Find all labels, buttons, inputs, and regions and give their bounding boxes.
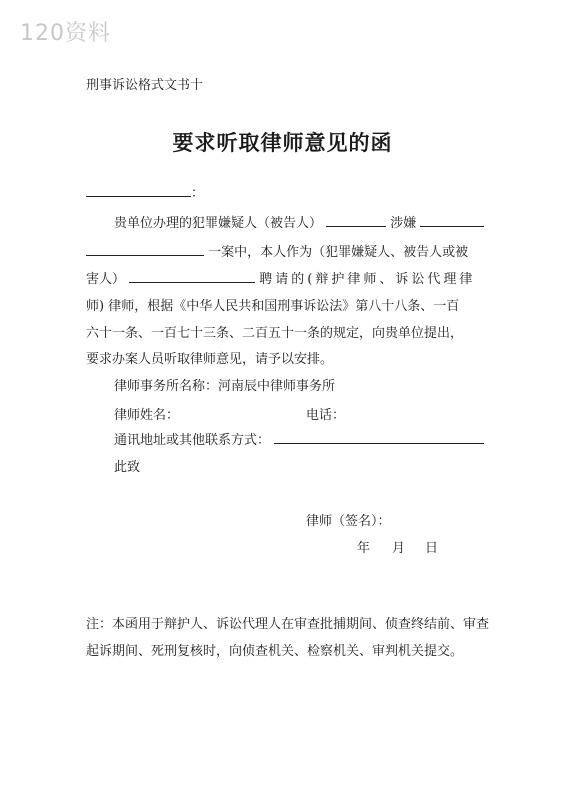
body-line-5: 六十一条、一百七十三条、二百五十一条的规定，向贵单位提出， [86, 326, 464, 341]
address-label: 通讯地址或其他联系方式： [114, 433, 271, 448]
case-name-blank [86, 242, 204, 256]
document-title: 要求听取律师意见的函 [172, 131, 393, 155]
law-firm-label: 律师事务所名称： [114, 379, 219, 394]
body-line-3-text-b: 聘请的(辩护律师、诉讼代理律 [259, 272, 476, 287]
body-line-3-text-a: 害人） [86, 272, 126, 287]
address-blank [274, 430, 484, 444]
body-line-3 [86, 268, 486, 287]
addressee-line [86, 182, 204, 201]
lawyer-name-label: 律师姓名： [114, 408, 180, 423]
date-day: 日 [425, 541, 439, 556]
addressee-colon: ： [191, 186, 205, 201]
phone-label: 电话： [306, 408, 346, 423]
law-firm-row [114, 375, 335, 394]
body-line-2 [86, 241, 486, 260]
watermark-logo: 120资料 [20, 21, 111, 46]
closing-text: 此致 [114, 460, 141, 475]
date-year: 年 [357, 541, 371, 556]
body-line-2-text: 一案中，本人作为（犯罪嫌疑人、被告人或被 [208, 245, 469, 260]
body-line-1-text-b: 涉嫌 [390, 216, 417, 231]
suspect-name-blank [326, 213, 386, 227]
date-month: 月 [392, 541, 406, 556]
document-series-label: 刑事诉讼格式文书十 [86, 78, 204, 93]
note-line-1: 注：本函用于辩护人、诉讼代理人在审查批捕期间、侦查终结前、审查 [86, 617, 490, 632]
client-name-blank [129, 269, 255, 283]
body-line-1-text-a: 贵单位办理的犯罪嫌疑人（被告人） [114, 216, 323, 231]
body-line-4: 师) 律师，根据《中华人民共和国刑事诉讼法》第八十八条、一百 [86, 299, 460, 314]
charge-blank [420, 213, 484, 227]
note-line-2: 起诉期间、死刑复核时，向侦查机关、检察机关、审判机关提交。 [86, 644, 464, 659]
address-row [114, 429, 484, 448]
addressee-blank [86, 183, 191, 197]
body-line-6: 要求办案人员听取律师意见，请予以安排。 [86, 352, 334, 367]
signature-label: 律师（签名）： [306, 514, 391, 529]
body-line-1 [114, 212, 486, 231]
law-firm-value: 河南辰中律师事务所 [218, 379, 336, 394]
